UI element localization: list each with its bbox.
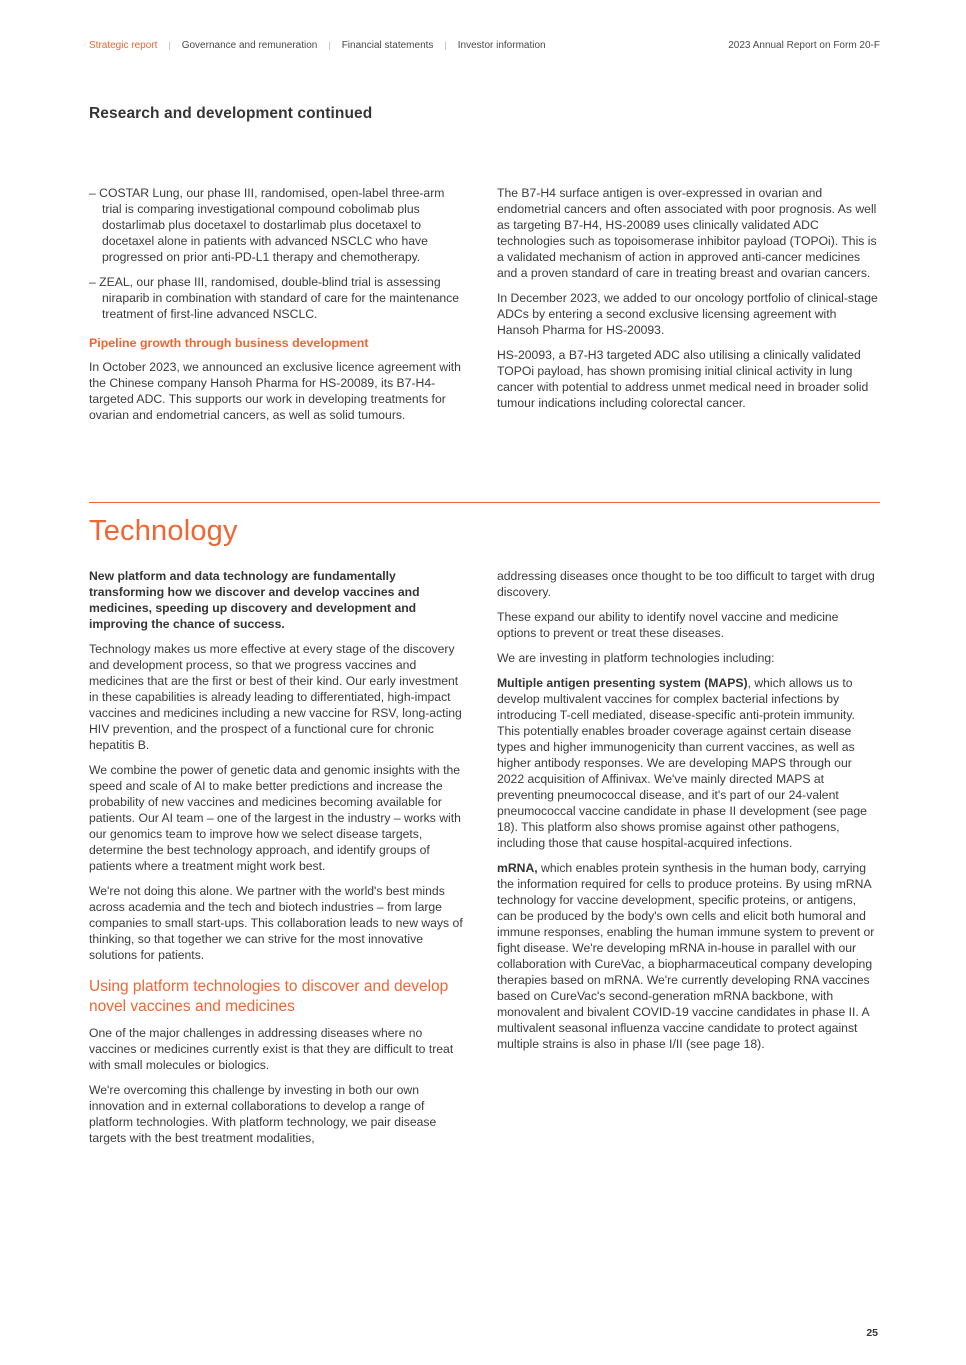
paragraph-hansoh-licence: In October 2023, we announced an exclusive licence agreement with the Chinese company Hansoh Pharma for HS-20089, its B7-H4-targeted ADC. This supports our work in developing treatments for ovarian and endometrial cancers, as well as solid tumours.	[89, 360, 461, 422]
paragraph-hs20093: HS-20093, a B7-H3 targeted ADC also utilising a clinically validated TOPOi payload, has shown promising initial clinical activity in lung cancer with potential to address unmet medical need in broader solid tumour indications including colorectal cancer.	[497, 348, 869, 410]
technology-intro: New platform and data technology are fundamentally transforming how we discover and develop vaccines and medicines, speeding up discovery and development and improving the chance of success.	[89, 569, 420, 631]
rd-right-column	[497, 185, 879, 432]
nav-divider: |	[168, 40, 171, 50]
subhead-platform-technologies: Using platform technologies to discover and develop novel vaccines and medicines	[89, 978, 449, 1015]
bullet-costar-lung: – COSTAR Lung, our phase III, randomised, open-label three-arm trial is comparing investigational compound cobolimab plus dostarlimab plus docetaxel to dostarlimab plus docetaxel to docetaxel alone in patients with advanced NSCLC who have progressed on prior anti-PD-L1 therapy and chemotherapy.	[89, 186, 445, 264]
paragraph-major-challenges: One of the major challenges in addressing diseases where no vaccines or medicines currently exist is that they are difficult to treat with small molecules or biologics.	[89, 1026, 454, 1072]
technology-left-column	[89, 568, 464, 1155]
paragraph-investing-platforms: We are investing in platform technologies including:	[497, 651, 775, 665]
header-bar	[89, 40, 880, 51]
paragraph-technology-every-stage: Technology makes us more effective at every stage of the discovery and development process, so that we progress vaccines and medicines that are the first or best of their kind. Our early investment in these capabilities is already leading to differentiated, high-impact vaccines and medicines including a new vaccine for RSV, long-acting HIV prevention, and the prospect of a functional cure for chronic hepatitis B.	[89, 642, 462, 752]
technology-right-column	[497, 568, 879, 1155]
paragraph-genetic-data-ai: We combine the power of genetic data and genomic insights with the speed and scale of AI to make better predictions and increase the probability of new vaccines and medicines becoming available for patients. Our AI team – one of the largest in the industry – works with our genomics team to improve how we select disease targets, determine the best technology approach, and identify groups of patients where a treatment might work best.	[89, 763, 461, 873]
section-divider	[89, 502, 880, 503]
nav-tab-investor-information[interactable]: Investor information	[457, 40, 546, 51]
technology-section	[89, 568, 880, 1155]
rd-left-column	[89, 185, 464, 432]
paragraph-december-agreement: In December 2023, we added to our oncology portfolio of clinical-stage ADCs by entering a second exclusive licensing agreement with Hansoh Pharma for HS-20093.	[497, 291, 878, 337]
rd-section	[89, 185, 880, 432]
paragraph-addressing-diseases: addressing diseases once thought to be too difficult to target with drug discovery.	[497, 569, 875, 599]
paragraph-overcoming-challenge: We're overcoming this challenge by investing in both our own innovation and in external collaborations to develop a range of platform technologies. With platform technology, we pair disease targets with the best treatment modalities,	[89, 1083, 437, 1145]
paragraph-maps	[497, 675, 879, 851]
maps-lead: Multiple antigen presenting system (MAPS)	[497, 676, 748, 690]
nav-divider: |	[444, 40, 447, 50]
subhead-pipeline-growth: Pipeline growth through business development	[89, 336, 369, 350]
page-title: Research and development continued	[89, 105, 373, 122]
report-title: 2023 Annual Report on Form 20-F	[728, 40, 880, 51]
technology-heading: Technology	[89, 515, 238, 547]
section-nav	[89, 40, 546, 51]
mrna-body: which enables protein synthesis in the human body, carrying the information required for cells to produce proteins. By using mRNA technology for vaccine development, specific proteins, or antigens, can be produced by the body's own cells and elicit both humoral and immune responses, enabling the human immune system to prevent or fight disease. We're developing mRNA in-house in parallel with our collaboration with CureVac, a biopharmaceutical company developing therapies based on mRNA. We're currently developing RNA vaccines based on CureVac's second-generation mRNA backbone, with monovalent and bivalent COVID-19 vaccine candidates in phase II. A multivalent seasonal influenza vaccine candidate to protect against multiple strains is also in phase I/II (see page 18).	[497, 861, 875, 1051]
nav-tab-financial-statements[interactable]: Financial statements	[341, 40, 434, 51]
nav-divider: |	[328, 40, 331, 50]
paragraph-mrna	[497, 860, 879, 1052]
paragraph-partnering: We're not doing this alone. We partner with the world's best minds across academia and the tech and biotech industries – from large companies to small start-ups. This collaboration leads to new ways of thinking, so that together we can strive for the most innovative solutions for patients.	[89, 884, 463, 962]
bullet-zeal: – ZEAL, our phase III, randomised, double-blind trial is assessing niraparib in combination with standard of care for the maintenance treatment of first-line advanced NSCLC.	[89, 275, 460, 321]
maps-body: , which allows us to develop multivalent vaccines for complex bacterial infections by introducing T-cell mediated, disease-specific anti-protein immunity. This potentially enables broader coverage against certain disease types and higher immunogenicity than current vaccines, as well as higher antibody responses. We are developing MAPS through our 2022 acquisition of Affinivax. We've mainly directed MAPS at preventing pneumococcal disease, and it's part of our 24-valent pneumococcal vaccine candidate in phase II development (see page 18). This platform also shows promise against other pathogens, including those that cause hospital-acquired infections.	[497, 676, 867, 850]
nav-tab-governance-and-remuneration[interactable]: Governance and remuneration	[181, 40, 318, 51]
page-number: 25	[866, 1327, 878, 1339]
mrna-lead: mRNA,	[497, 861, 538, 875]
paragraph-expand-ability: These expand our ability to identify novel vaccine and medicine options to prevent or treat these diseases.	[497, 610, 839, 640]
nav-tab-strategic-report[interactable]: Strategic report	[89, 40, 158, 51]
paragraph-b7h4-antigen: The B7-H4 surface antigen is over-expressed in ovarian and endometrial cancers and often associated with poor prognosis. As well as targeting B7-H4, HS-20089 uses clinically validated ADC technologies such as topoisomerase inhibitor payload (TOPOi). This is a validated mechanism of action in approved anti-cancer medicines and a proven standard of care in treating breast and ovarian cancers.	[497, 186, 877, 280]
